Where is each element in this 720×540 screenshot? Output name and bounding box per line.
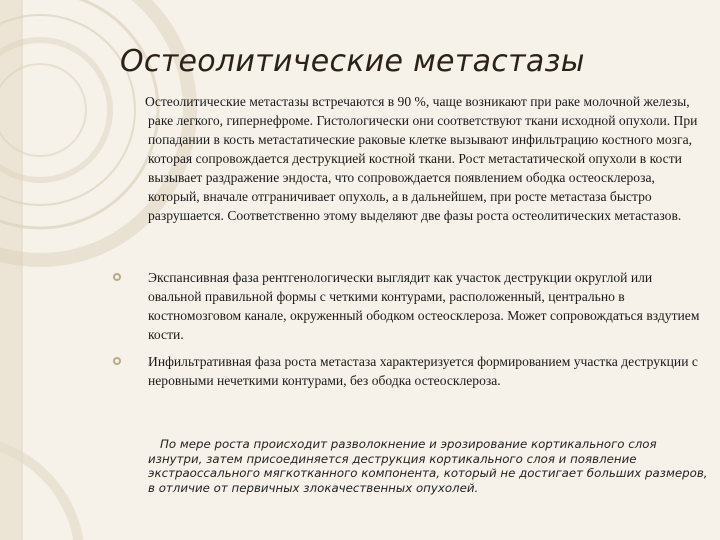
note-paragraph <box>148 437 708 495</box>
note-text: По мере роста происходит разволокнение и эрозирование кортикального слоя изнутри, затем присоединяется деструкция кортикального слоя и появление экстраоссального мягкотканного компонента, который не достигает больших размеров, в отличие от первичных злокачественных опухолей. <box>148 437 708 495</box>
page-title: Остеолитические метастазы <box>120 44 585 79</box>
bullet-text: Инфильтративная фаза роста метастаза характеризуется формированием участка деструкции с неровными нечеткими контурами, без ободка остеосклероза. <box>148 354 698 388</box>
bullet-icon <box>112 356 122 366</box>
list-item <box>112 352 700 390</box>
intro-paragraph <box>145 92 700 225</box>
list-item <box>112 268 700 344</box>
bullet-icon <box>112 272 122 282</box>
bullet-list <box>112 268 700 398</box>
intro-text: Остеолитические метастазы встречаются в 90 %, чаще возникают при раке молочной железы, раке легкого, гипернефроме. Гистологически они соответствуют ткани исходной опухоли. При попадании в кость метастатические раковые клетке вызывают инфильтрацию костного мозга, которая сопровождается деструкцией костной ткани. Рост метастатической опухоли в кости вызывает раздражение эндоста, что сопровождается появлением ободка остеосклероза, который, вначале отграничивает опухоль, а в дальнейшем, при росте метастаза быстро разрушается. Соответственно этому выделяют две фазы роста остеолитических метастазов. <box>145 94 698 223</box>
bullet-text: Экспансивная фаза рентгенологически выглядит как участок деструкции округлой или овальной правильной формы с четкими контурами, расположенный, центрально в костномозговом канале, окруженный ободком остеосклероза. Может сопровождаться вздутием кости. <box>148 270 700 342</box>
